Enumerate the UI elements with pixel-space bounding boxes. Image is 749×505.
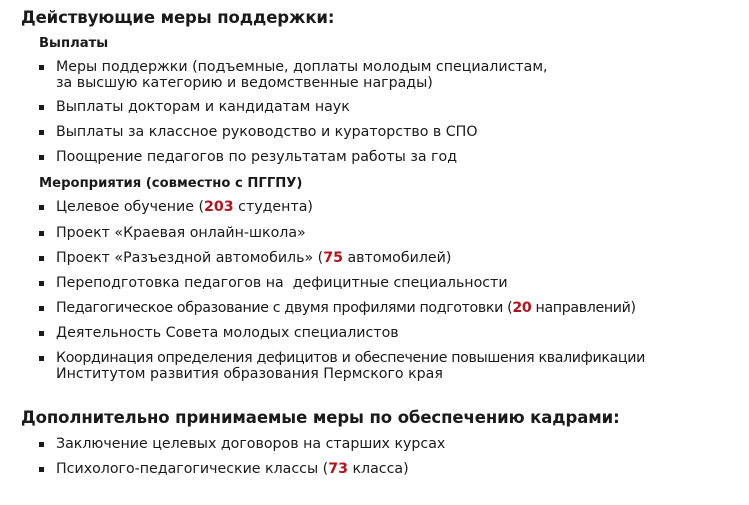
bullet-icon	[39, 130, 44, 135]
list-item-text: Выплаты за классное руководство и кураторство в СПО	[56, 124, 478, 140]
bullet-icon	[39, 442, 44, 447]
list-item-text: Педагогическое образование с двумя профилями подготовки (20 направлений)	[56, 300, 636, 316]
bullet-icon	[39, 155, 44, 160]
list-item	[39, 60, 739, 91]
list-item-text: Проект «Разъездной автомобиль» (75 автомобилей)	[56, 250, 452, 266]
list-item	[39, 301, 739, 317]
list-item	[39, 150, 739, 166]
list-item-text-line2: Институтом развития образования Пермского края	[56, 365, 443, 382]
bullet-icon	[39, 467, 44, 472]
subheading-payments: Выплаты	[39, 36, 109, 51]
bullet-icon	[39, 331, 44, 336]
bullet-icon	[39, 65, 44, 70]
list-item	[39, 326, 739, 342]
highlight-number: 203	[204, 199, 234, 215]
highlight-number: 20	[512, 300, 532, 316]
highlight-number: 75	[323, 250, 343, 266]
list-item	[39, 125, 739, 141]
highlight-number: 73	[328, 461, 348, 477]
bullet-icon	[39, 105, 44, 110]
list-item-text-line1: Меры поддержки (подъемные, доплаты молодым специалистам,	[56, 59, 548, 75]
list-item-text: Поощрение педагогов по результатам работы за год	[56, 149, 458, 165]
section-title-current-measures: Действующие меры поддержки:	[21, 8, 335, 27]
bullet-icon	[39, 281, 44, 286]
list-item	[39, 276, 739, 292]
list-item-text: Целевое обучение (203 студента)	[56, 199, 313, 215]
list-item-text: Психолого-педагогические классы (73 класса)	[56, 461, 409, 477]
bullet-icon	[39, 356, 44, 361]
list-item	[39, 200, 739, 216]
list-item	[39, 437, 739, 453]
list-item	[39, 100, 739, 116]
list-item-text-line1: Координация определения дефицитов и обеспечение повышения квалификации	[56, 350, 645, 366]
list-item	[39, 462, 739, 478]
bullet-icon	[39, 306, 44, 311]
bullet-icon	[39, 256, 44, 261]
list-item-text: Заключение целевых договоров на старших курсах	[56, 436, 446, 452]
list-item-text: Проект «Краевая онлайн-школа»	[56, 225, 306, 241]
list-item-text: Выплаты докторам и кандидатам наук	[56, 99, 350, 115]
subheading-events: Мероприятия (совместно с ПГГПУ)	[39, 176, 303, 191]
list-item	[39, 226, 739, 242]
bullet-icon	[39, 205, 44, 210]
list-item-text: Переподготовка педагогов на дефицитные специальности	[56, 275, 508, 291]
section-title-additional-measures: Дополнительно принимаемые меры по обеспечению кадрами:	[21, 408, 620, 427]
list-item	[39, 351, 739, 382]
list-item	[39, 251, 739, 267]
bullet-icon	[39, 231, 44, 236]
list-item-text-line2: за высшую категорию и ведомственные награды)	[56, 74, 433, 91]
list-item-text: Деятельность Совета молодых специалистов	[56, 325, 399, 341]
